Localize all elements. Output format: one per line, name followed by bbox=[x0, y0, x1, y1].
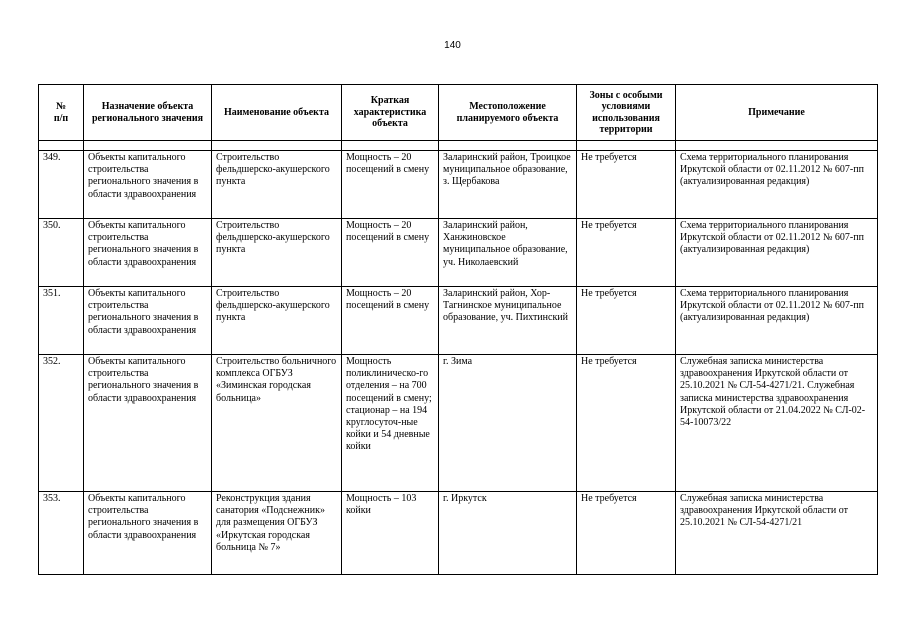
cell-number: 352. bbox=[39, 355, 84, 492]
cell-location: Заларинский район, Ханжиновское муниципальное образование, уч. Николаевский bbox=[439, 219, 577, 287]
table-header-row bbox=[39, 85, 878, 141]
table-row bbox=[39, 492, 878, 575]
cell-number: 353. bbox=[39, 492, 84, 575]
cell-location: Заларинский район, Троицкое муниципальное образование, з. Щербакова bbox=[439, 151, 577, 219]
cell-name: Строительство больничного комплекса ОГБУЗ «Зиминская городская больница» bbox=[212, 355, 342, 492]
objects-table bbox=[38, 84, 878, 575]
cell-characteristic: Мощность поликлиническо-го отделения – на 700 посещений в смену; стационар – на 194 круглосуточ-ные койки и 54 дневные койки bbox=[342, 355, 439, 492]
cell-number: 350. bbox=[39, 219, 84, 287]
cell-name: Строительство фельдшерско-акушерского пункта bbox=[212, 287, 342, 355]
cell-characteristic: Мощность – 20 посещений в смену bbox=[342, 287, 439, 355]
cell-purpose: Объекты капитального строительства регионального значения в области здравоохранения bbox=[84, 492, 212, 575]
table-row bbox=[39, 151, 878, 219]
header-number: № п/п bbox=[39, 85, 84, 141]
header-note: Примечание bbox=[676, 85, 878, 141]
cell-location: г. Иркутск bbox=[439, 492, 577, 575]
cell-name: Строительство фельдшерско-акушерского пункта bbox=[212, 151, 342, 219]
header-purpose: Назначение объекта регионального значения bbox=[84, 85, 212, 141]
page-number: 140 bbox=[444, 40, 461, 51]
cell-name: Строительство фельдшерско-акушерского пункта bbox=[212, 219, 342, 287]
cell-characteristic: Мощность – 20 посещений в смену bbox=[342, 151, 439, 219]
cell-location: Заларинский район, Хор-Тагнинское муниципальное образование, уч. Пихтинский bbox=[439, 287, 577, 355]
cell-note: Схема территориального планирования Иркутской области от 02.11.2012 № 607-пп (актуализированная редакция) bbox=[676, 219, 878, 287]
cell-purpose: Объекты капитального строительства регионального значения в области здравоохранения bbox=[84, 355, 212, 492]
table-row bbox=[39, 287, 878, 355]
cell-zones: Не требуется bbox=[577, 287, 676, 355]
cell-number: 351. bbox=[39, 287, 84, 355]
table-row bbox=[39, 355, 878, 492]
cell-location: г. Зима bbox=[439, 355, 577, 492]
cell-zones: Не требуется bbox=[577, 151, 676, 219]
header-location: Местоположение планируемого объекта bbox=[439, 85, 577, 141]
cell-characteristic: Мощность – 103 койки bbox=[342, 492, 439, 575]
cell-purpose: Объекты капитального строительства регионального значения в области здравоохранения bbox=[84, 219, 212, 287]
cell-zones: Не требуется bbox=[577, 355, 676, 492]
header-zones: Зоны с особыми условиями использования территории bbox=[577, 85, 676, 141]
cell-purpose: Объекты капитального строительства регионального значения в области здравоохранения bbox=[84, 287, 212, 355]
cell-note: Схема территориального планирования Иркутской области от 02.11.2012 № 607-пп (актуализированная редакция) bbox=[676, 151, 878, 219]
cell-zones: Не требуется bbox=[577, 219, 676, 287]
cell-note: Служебная записка министерства здравоохранения Иркутской области от 25.10.2021 № СЛ-54-4271/21 bbox=[676, 492, 878, 575]
cell-characteristic: Мощность – 20 посещений в смену bbox=[342, 219, 439, 287]
cell-name: Реконструкция здания санатория «Подснежник» для размещения ОГБУЗ «Иркутская городская больница № 7» bbox=[212, 492, 342, 575]
header-characteristic: Краткая характеристика объекта bbox=[342, 85, 439, 141]
cell-purpose: Объекты капитального строительства регионального значения в области здравоохранения bbox=[84, 151, 212, 219]
cell-note: Схема территориального планирования Иркутской области от 02.11.2012 № 607-пп (актуализированная редакция) bbox=[676, 287, 878, 355]
cell-zones: Не требуется bbox=[577, 492, 676, 575]
header-name: Наименование объекта bbox=[212, 85, 342, 141]
cell-number: 349. bbox=[39, 151, 84, 219]
table-spacer-row bbox=[39, 141, 878, 151]
table-row bbox=[39, 219, 878, 287]
cell-note: Служебная записка министерства здравоохранения Иркутской области от 25.10.2021 № СЛ-54-4271/21. Служебная записка министерства здравоохранения Иркутской области от 21.04.2022 № СЛ-02-54-10073/22 bbox=[676, 355, 878, 492]
